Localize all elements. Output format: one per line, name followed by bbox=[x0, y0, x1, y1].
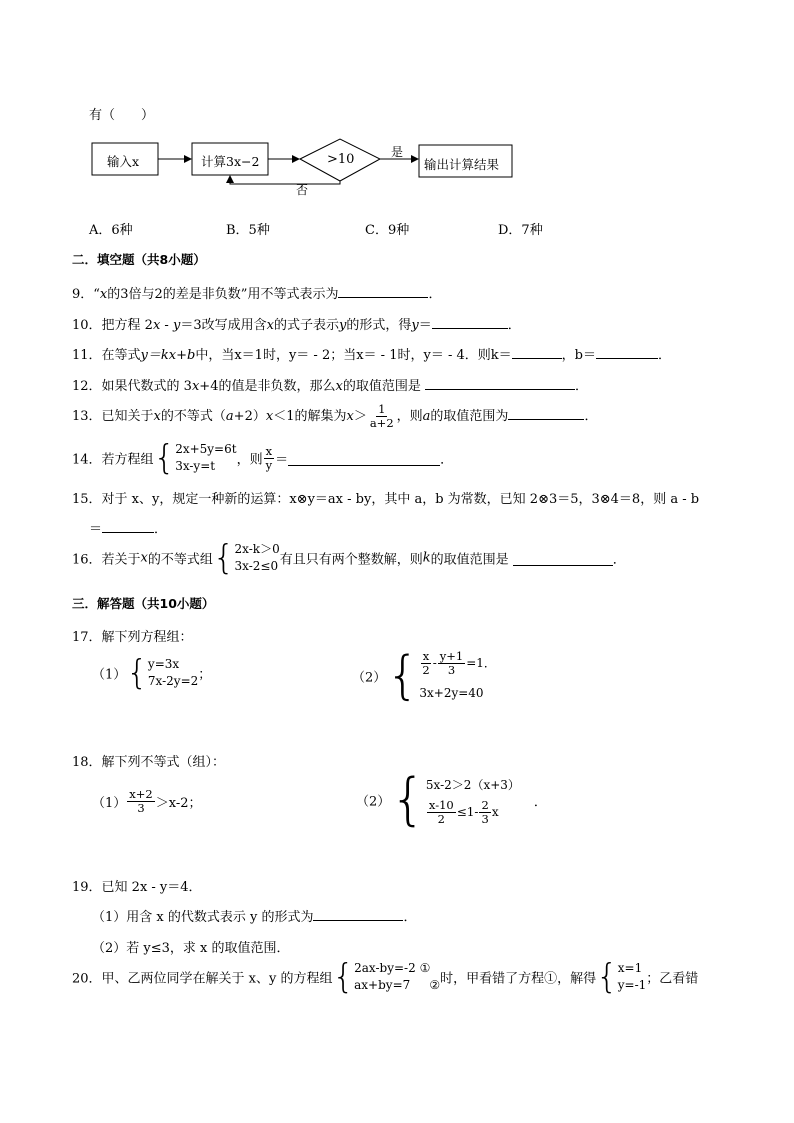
question-19-part-1: （1）用含 x 的代数式表示 y 的形式为 ． bbox=[92, 906, 417, 925]
flow-cond-label: >10 bbox=[327, 152, 355, 167]
q15-answer-blank[interactable] bbox=[102, 518, 154, 533]
question-18-part-1: （1） $\frac{x+2}{3}$ ＞x-2； bbox=[92, 787, 202, 815]
flow-yes-label: 是 bbox=[391, 145, 404, 159]
question-18-part-2: （2） { 5x-2＞2（x+3） $\frac{x-10}{2}$ ≤1- $\frac{2}{3}$ x ． bbox=[356, 767, 547, 832]
q8-option-c: C．9种 bbox=[365, 223, 410, 238]
q17-p1-equation-system: { y=3x 7x-2y=2 bbox=[126, 653, 199, 693]
question-20: 20．甲、乙两位同学在解关于 x、y 的方程组 { 2ax-by=-2 ① ax+by=7 ② 时，甲看错了方程①，解得 { x=1 y=-1 ；乙看错 bbox=[72, 957, 699, 997]
q9-answer-blank[interactable] bbox=[338, 283, 428, 298]
question-17-part-1: （1） { y=3x 7x-2y=2 ； bbox=[92, 653, 212, 693]
q8-option-b: B．5种 bbox=[226, 223, 270, 238]
q18-p2-inequality-system: { 5x-2＞2（x+3） $\frac{x-10}{2}$ ≤1- $\frac{2}{3}$ x bbox=[390, 767, 520, 832]
question-15-line-1: 15．对于 x、y，规定一种新的运算：x⊗y＝ax - by，其中 a，b 为常数，已知 2⊗3＝5，3⊗4＝8，则 a - b bbox=[72, 492, 700, 507]
question-12: 12．如果代数式的 3x+4的值是非负数，那么x的取值范围是 ． bbox=[72, 375, 588, 394]
question-13: 13．已知关于x的不等式（a+2）x＜1的解集为x＞ $\frac{1}{a+2}$ ，则a的取值范围为 ． bbox=[72, 402, 598, 430]
q11-b-blank[interactable] bbox=[596, 344, 658, 359]
question-18-title: 18．解下列不等式（组）： bbox=[72, 755, 226, 770]
q8-option-a: A．6种 bbox=[89, 223, 133, 238]
question-19-title: 19．已知 2x - y＝4． bbox=[72, 880, 202, 895]
question-17-title: 17．解下列方程组： bbox=[72, 630, 193, 645]
q14-answer-blank[interactable] bbox=[288, 451, 440, 466]
q20-equation-system: { 2ax-by=-2 ① ax+by=7 ② bbox=[332, 957, 441, 997]
section-3-heading: 三．解答题（共10小题） bbox=[72, 596, 215, 611]
question-14: 14．若方程组 { 2x+5y=6t 3x-y=t ，则 $\frac{x}{y}$ ＝ ． bbox=[72, 438, 454, 478]
q19-answer-blank[interactable] bbox=[313, 906, 403, 921]
flow-no-label: 否 bbox=[296, 183, 309, 197]
q11-k-blank[interactable] bbox=[512, 344, 562, 359]
q14-equation-system: { 2x+5y=6t 3x-y=t bbox=[153, 438, 237, 478]
q13-fraction: $\frac{1}{a+2}$ bbox=[369, 402, 394, 430]
question-19-part-2: （2）若 y≤3，求 x 的取值范围． bbox=[92, 941, 290, 956]
q8-option-d: D．7种 bbox=[498, 223, 543, 238]
q14-fraction: $\frac{x}{y}$ bbox=[265, 443, 273, 472]
flow-input-label: 输入x bbox=[107, 154, 140, 169]
q8-tail: 有（ ） bbox=[89, 108, 155, 123]
flow-compute-label: 计算3x−2 bbox=[201, 154, 260, 169]
q13-answer-blank[interactable] bbox=[508, 405, 584, 420]
q17-p2-equation-system: { $\frac{x}{2}$ - $\frac{y+1}{3}$ =1． 3x+2y=40 bbox=[386, 646, 496, 706]
section-2-heading: 二．填空题（共8小题） bbox=[72, 252, 206, 267]
question-15-line-2: ＝ ． bbox=[89, 518, 167, 537]
q10-answer-blank[interactable] bbox=[432, 314, 508, 329]
flow-output-label: 输出计算结果 bbox=[424, 157, 500, 172]
q16-inequality-system: { 2x-k＞0 3x-2≤0 bbox=[212, 538, 280, 578]
q18-p1-fraction: $\frac{x+2}{3}$ bbox=[129, 787, 153, 815]
question-11: 11．在等式y＝kx+b中，当x＝1时，y＝ - 2；当x＝ - 1时，y＝ - 4．则k＝ ，b＝ ． bbox=[72, 344, 671, 363]
question-9: 9．“x的3倍与2的差是非负数”用不等式表示为 ． bbox=[72, 283, 441, 302]
q20-solution-system: { x=1 y=-1 bbox=[596, 957, 647, 997]
question-10: 10．把方程 2x - y＝3改写成用含x的式子表示y的形式，得y＝ ． bbox=[72, 314, 521, 333]
q16-answer-blank[interactable] bbox=[513, 551, 613, 566]
question-17-part-2: （2） { $\frac{x}{2}$ - $\frac{y+1}{3}$ =1． 3x+2y=40 bbox=[352, 646, 496, 706]
q12-answer-blank[interactable] bbox=[425, 375, 575, 390]
question-16: 16．若关于x的不等式组 { 2x-k＞0 3x-2≤0 有且只有两个整数解，则k的取值范围是 ． bbox=[72, 538, 626, 578]
